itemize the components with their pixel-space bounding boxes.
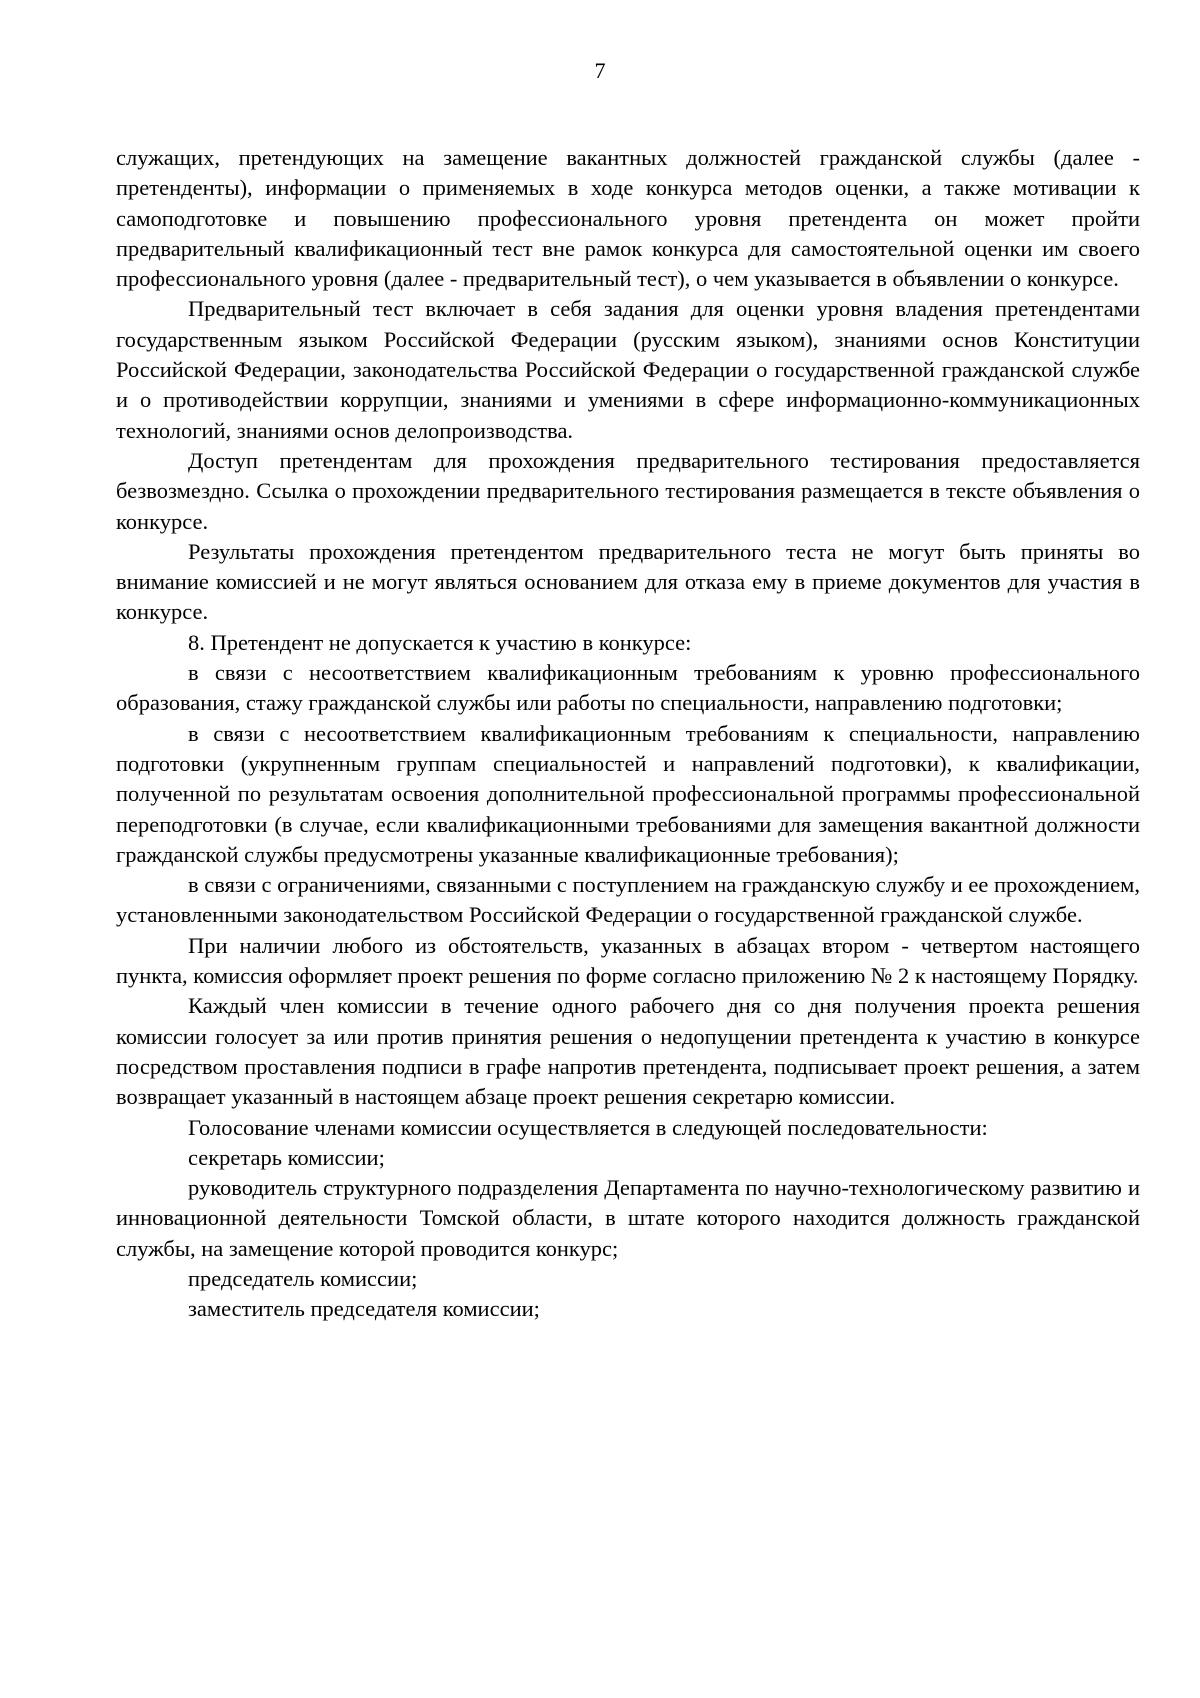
page-number: 7 xyxy=(594,58,606,83)
paragraph-continuation: служащих, претендующих на замещение вакантных должностей гражданской службы (далее - претенденты), информации о применяемых в ходе конкурса методов оценки, а также мотивации к самоподготовке и повышению профессионального уровня претендента он может пройти предварительный квалификационный тест вне рамок конкурса для самостоятельной оценки им своего профессионального уровня (далее - предварительный тест), о чем указывается в объявлении о конкурсе. xyxy=(116,145,1140,292)
paragraph-member-vote: Каждый член комиссии в течение одного рабочего дня со дня получения проекта решения комиссии голосует за или против принятия решения о недопущении претендента к участию в конкурсе посредством проставления подписи в графе напротив претендента, подписывает проект решения, а затем возвращает указанный в настоящем абзаце проект решения секретарю комиссии. xyxy=(116,993,1140,1110)
paragraph-test-access: Доступ претендентам для прохождения предварительного тестирования предоставляется безвозмездно. Ссылка о прохождении предварительного тестирования размещается в тексте объявления о конкурсе. xyxy=(116,447,1140,534)
paragraph-reason-1: в связи с несоответствием квалификационным требованиям к уровню профессионального образования, стажу гражданской службы или работы по специальности, направлению подготовки; xyxy=(116,660,1140,716)
paragraph-voter-deputy: заместитель председателя комиссии; xyxy=(188,1296,540,1322)
paragraph-voter-head: руководитель структурного подразделения Департамента по научно-технологическому развитию и инновационной деятельности Томской области, в штате которого находится должность гражданской службы, на замещение которой проводится конкурс; xyxy=(116,1175,1140,1261)
paragraph-preliminary-test-content: Предварительный тест включает в себя задания для оценки уровня владения претендентами государственным языком Российской Федерации (русским языком), знаниями основ Конституции Российской Федерации, законодательства Российской Федерации о государственной гражданской службе и о противодействии коррупции, знаниями и умениями в сфере информационно-коммуникационных технологий, знаниями основ делопроизводства. xyxy=(116,296,1140,443)
paragraph-test-results: Результаты прохождения претендентом предварительного теста не могут быть приняты во внимание комиссией и не могут являться основанием для отказа ему в приеме документов для участия в конкурсе. xyxy=(116,538,1140,625)
paragraph-voter-secretary: секретарь комиссии; xyxy=(188,1144,385,1170)
paragraph-item-8: 8. Претендент не допускается к участию в конкурсе: xyxy=(188,629,692,655)
paragraph-reason-3: в связи с ограничениями, связанными с поступлением на гражданскую службу и ее прохождением, установленными законодательством Российской Федерации о государственной гражданской службе. xyxy=(116,872,1140,928)
document-body xyxy=(116,143,1140,1325)
paragraph-voting-order: Голосование членами комиссии осуществляется в следующей последовательности: xyxy=(188,1114,988,1140)
paragraph-voter-chairman: председатель комиссии; xyxy=(188,1265,418,1291)
paragraph-draft-decision: При наличии любого из обстоятельств, указанных в абзацах втором - четвертом настоящего пункта, комиссия оформляет проект решения по форме согласно приложению № 2 к настоящему Порядку. xyxy=(116,932,1140,989)
paragraph-reason-2: в связи с несоответствием квалификационным требованиям к специальности, направлению подготовки (укрупненным группам специальностей и направлений подготовки), к квалификации, полученной по результатам освоения дополнительной профессиональной программы профессиональной переподготовки (в случае, если квалификационными требованиями для замещения вакантной должности гражданской службы предусмотрены указанные квалификационные требования); xyxy=(116,720,1140,867)
